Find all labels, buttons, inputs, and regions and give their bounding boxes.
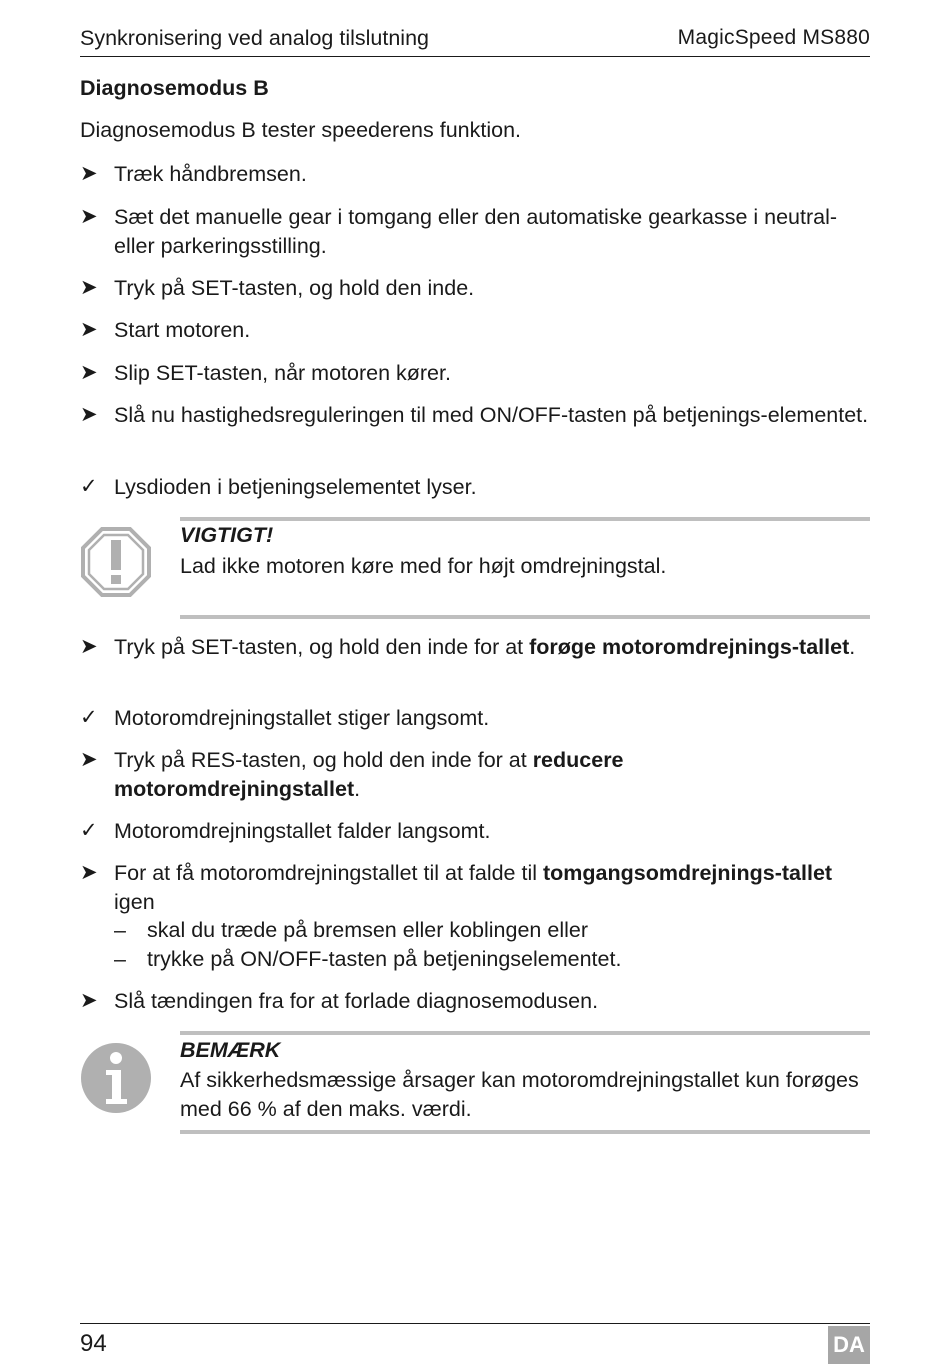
warning-octagon-icon — [80, 526, 152, 598]
info-icon — [80, 1042, 152, 1114]
result-text: Lysdioden i betjeningselementet lyser. — [114, 475, 477, 499]
list-item — [80, 473, 870, 502]
note-text: Af sikkerhedsmæssige årsager kan motoromdrejningstallet kun forøges med 66 % af den maks. værdi. — [180, 1068, 859, 1121]
list-item — [80, 987, 870, 1016]
warning-title: VIGTIGT! — [180, 523, 274, 547]
dash-marker: – — [114, 946, 126, 971]
list-item — [80, 359, 870, 388]
arrow-icon: ➤ — [80, 403, 98, 426]
arrow-icon: ➤ — [80, 276, 98, 299]
footer-divider — [80, 1323, 870, 1324]
header-divider — [80, 56, 870, 57]
product-name: MagicSpeed MS880 — [677, 26, 870, 49]
list-item — [80, 274, 870, 303]
step-text: Tryk på SET-tasten, og hold den inde for at forøge motoromdrejnings-tallet. — [114, 635, 856, 659]
list-item — [80, 203, 870, 260]
step-text: Træk håndbremsen. — [114, 162, 307, 186]
list-item — [80, 160, 870, 189]
page-number: 94 — [80, 1330, 107, 1357]
warning-text: Lad ikke motoren køre med for højt omdrejningstal. — [180, 554, 667, 578]
arrow-icon: ➤ — [80, 748, 98, 771]
list-item — [80, 746, 870, 803]
list-item — [80, 316, 870, 345]
step-text: Tryk på RES-tasten, og hold den inde for at reducere motoromdrejningstallet. — [114, 748, 624, 801]
check-icon: ✓ — [80, 475, 98, 498]
warning-rule-top — [180, 517, 870, 521]
list-item — [80, 859, 870, 973]
step-text: For at få motoromdrejningstallet til at falde til tomgangsomdrejnings-tallet igen – skal du træde på bremsen eller koblingen eller – trykke på ON/OFF-tasten på betjeningselementet. — [114, 859, 854, 973]
list-item — [80, 704, 870, 733]
page-heading: Diagnosemodus B — [80, 76, 269, 100]
emphasis: reducere motoromdrejningstallet — [114, 748, 624, 801]
arrow-icon: ➤ — [80, 861, 98, 884]
check-icon: ✓ — [80, 706, 98, 729]
step-text: Slip SET-tasten, når motoren kører. — [114, 361, 451, 385]
language-badge: DA — [828, 1326, 870, 1364]
intro-text: Diagnosemodus B tester speederens funktion. — [80, 118, 522, 142]
warning-rule-bottom — [180, 615, 870, 619]
result-text: Motoromdrejningstallet stiger langsomt. — [114, 706, 490, 730]
step-text: Slå tændingen fra for at forlade diagnosemodusen. — [114, 989, 599, 1013]
sub-item: – skal du træde på bremsen eller koblingen eller — [114, 916, 854, 945]
emphasis: tomgangsomdrejnings-tallet — [543, 861, 833, 885]
list-item — [80, 401, 870, 430]
arrow-icon: ➤ — [80, 318, 98, 341]
sub-item: – trykke på ON/OFF-tasten på betjeningselementet. — [114, 945, 854, 974]
arrow-icon: ➤ — [80, 989, 98, 1012]
step-text: Slå nu hastighedsreguleringen til med ON/OFF-tasten på betjenings-elementet. — [114, 403, 869, 427]
arrow-icon: ➤ — [80, 162, 98, 185]
step-text: Tryk på SET-tasten, og hold den inde. — [114, 276, 475, 300]
arrow-icon: ➤ — [80, 361, 98, 384]
arrow-icon: ➤ — [80, 635, 98, 658]
result-text: Motoromdrejningstallet falder langsomt. — [114, 819, 491, 843]
step-text: Start motoren. — [114, 318, 251, 342]
list-item — [80, 633, 870, 662]
dash-marker: – — [114, 918, 126, 942]
note-title: BEMÆRK — [180, 1038, 281, 1062]
note-rule-top — [180, 1031, 870, 1035]
list-item — [80, 817, 870, 846]
section-title: Synkronisering ved analog tilslutning — [80, 26, 429, 50]
arrow-icon: ➤ — [80, 205, 98, 228]
step-text: Sæt det manuelle gear i tomgang eller den automatiske gearkasse i neutral- eller parkeringsstilling. — [114, 205, 838, 258]
check-icon: ✓ — [80, 819, 98, 842]
emphasis: forøge motoromdrejnings-tallet — [529, 635, 850, 659]
note-rule-bottom — [180, 1130, 870, 1134]
